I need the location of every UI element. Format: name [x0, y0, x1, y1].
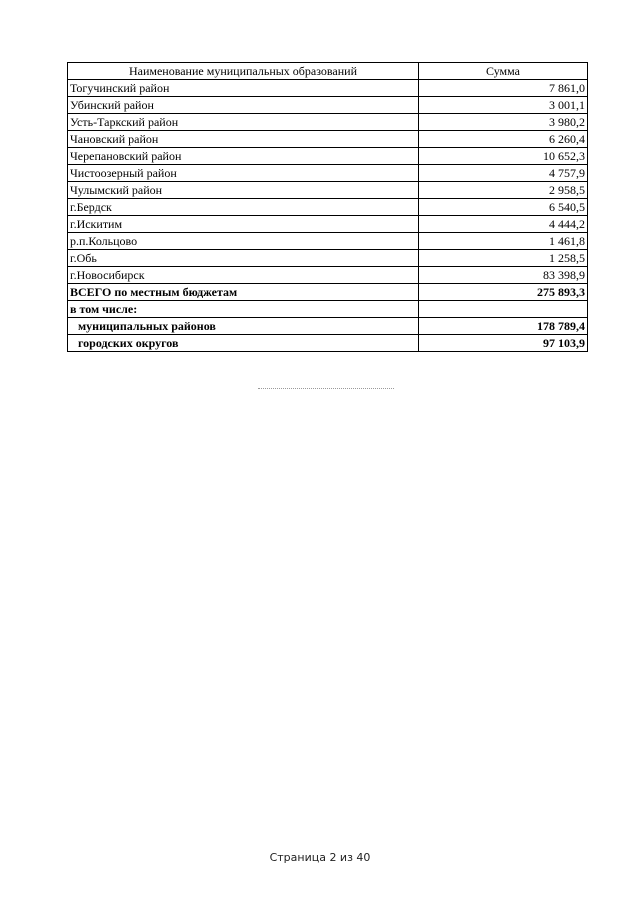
urban-districts-row [68, 335, 588, 352]
including-sum [419, 301, 588, 318]
row-name: Тогучинский район [68, 80, 419, 97]
municipal-districts-label: муниципальных районов [68, 318, 419, 335]
table-row [68, 97, 588, 114]
row-sum: 1 461,8 [419, 233, 588, 250]
header-name: Наименование муниципальных образований [68, 63, 419, 80]
municipal-districts-row [68, 318, 588, 335]
row-sum: 1 258,5 [419, 250, 588, 267]
row-sum: 10 652,3 [419, 148, 588, 165]
row-name: г.Бердск [68, 199, 419, 216]
including-row [68, 301, 588, 318]
row-name: г.Обь [68, 250, 419, 267]
budget-table [67, 62, 588, 352]
row-name: г.Новосибирск [68, 267, 419, 284]
row-name: Чулымский район [68, 182, 419, 199]
row-sum: 2 958,5 [419, 182, 588, 199]
row-sum: 4 757,9 [419, 165, 588, 182]
table-row [68, 199, 588, 216]
table-header-row [68, 63, 588, 80]
municipal-districts-sum: 178 789,4 [419, 318, 588, 335]
row-name: Убинский район [68, 97, 419, 114]
row-name: Чановский район [68, 131, 419, 148]
row-sum: 6 540,5 [419, 199, 588, 216]
budget-table-container [67, 62, 587, 352]
urban-districts-label: городских округов [68, 335, 419, 352]
table-row [68, 148, 588, 165]
section-divider [258, 388, 394, 389]
total-row [68, 284, 588, 301]
table-row [68, 182, 588, 199]
table-row [68, 250, 588, 267]
row-sum: 4 444,2 [419, 216, 588, 233]
table-row [68, 165, 588, 182]
row-sum: 3 001,1 [419, 97, 588, 114]
page-footer: Страница 2 из 40 [269, 851, 371, 864]
row-name: Чистоозерный район [68, 165, 419, 182]
row-sum: 83 398,9 [419, 267, 588, 284]
row-name: г.Искитим [68, 216, 419, 233]
row-sum: 6 260,4 [419, 131, 588, 148]
row-name: Усть-Таркский район [68, 114, 419, 131]
table-row [68, 80, 588, 97]
table-row [68, 131, 588, 148]
row-sum: 3 980,2 [419, 114, 588, 131]
row-name: Черепановский район [68, 148, 419, 165]
total-sum: 275 893,3 [419, 284, 588, 301]
row-sum: 7 861,0 [419, 80, 588, 97]
urban-districts-sum: 97 103,9 [419, 335, 588, 352]
table-row [68, 114, 588, 131]
including-label: в том числе: [68, 301, 419, 318]
table-row [68, 233, 588, 250]
table-row [68, 216, 588, 233]
table-row [68, 267, 588, 284]
row-name: р.п.Кольцово [68, 233, 419, 250]
header-sum: Сумма [419, 63, 588, 80]
total-label: ВСЕГО по местным бюджетам [68, 284, 419, 301]
